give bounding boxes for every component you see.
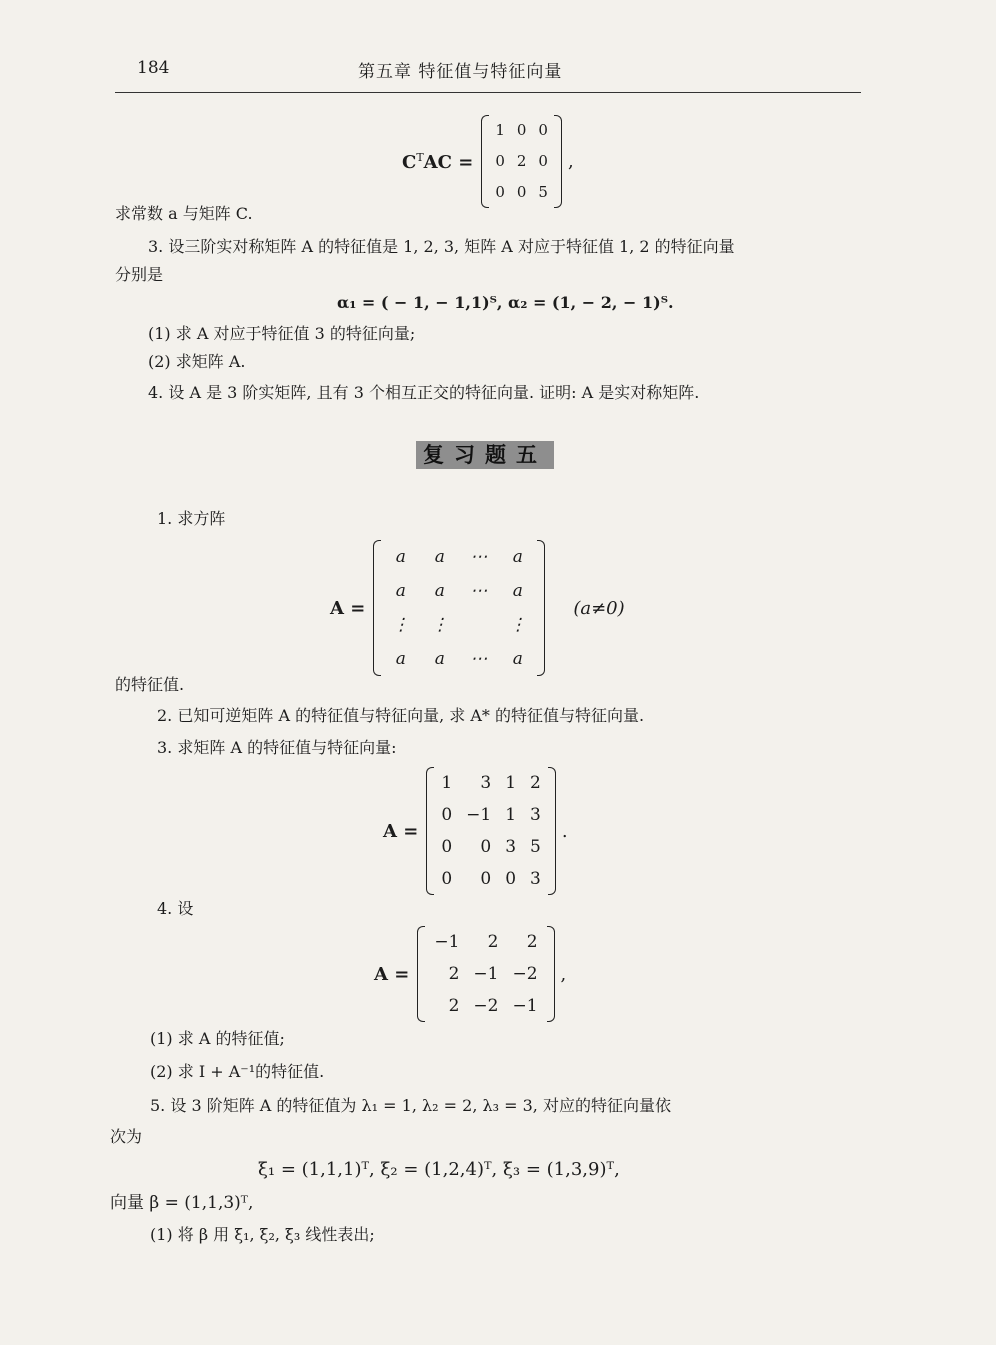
review-q4-sub-2: (2) 求 I + A⁻¹的特征值. xyxy=(150,1062,325,1081)
review-q1-matrix-cells: a a ⋯ a a a ⋯ a ⋮ ⋮ ⋮ a a ⋯ a xyxy=(392,547,527,669)
section-title: 复习题五 xyxy=(416,441,554,469)
find-a-and-c-text: 求常数 a 与矩阵 C. xyxy=(115,204,253,223)
review-q1-matrix xyxy=(373,540,545,676)
review-q2: 2. 已知可逆矩阵 A 的特征值与特征向量, 求 A* 的特征值与特征向量. xyxy=(157,706,645,725)
review-q3-matrix xyxy=(426,767,556,895)
review-q5-line-2: 次为 xyxy=(110,1127,143,1146)
page-number: 184 xyxy=(137,58,170,78)
chapter-title: 第五章 特征值与特征向量 xyxy=(358,62,563,82)
problem-3-formula: α₁ = ( − 1, − 1,1)ᵀ, α₂ = (1, − 2, − 1)ᵀ. xyxy=(337,293,674,312)
review-q1-intro: 1. 求方阵 xyxy=(157,509,226,528)
problem-3-sub-1: (1) 求 A 对应于特征值 3 的特征向量; xyxy=(148,324,416,343)
review-q4-matrix xyxy=(417,926,554,1022)
review-q3-intro: 3. 求矩阵 A 的特征值与特征向量: xyxy=(157,738,397,757)
matrix-lhs: A = xyxy=(374,963,410,985)
problem-4: 4. 设 A 是 3 阶实矩阵, 且有 3 个相互正交的特征向量. 证明: A 是实对称矩阵. xyxy=(148,383,700,402)
matrix-lhs: A = xyxy=(330,597,366,619)
review-q1-end: 的特征值. xyxy=(115,675,185,694)
review-q4-sub-1: (1) 求 A 的特征值; xyxy=(150,1029,285,1048)
review-q5-line-1: 5. 设 3 阶矩阵 A 的特征值为 λ₁ = 1, λ₂ = 2, λ₃ = 3, 对应的特征向量依 xyxy=(150,1096,671,1115)
review-q4-intro: 4. 设 xyxy=(157,899,194,918)
problem-3-line-2: 分别是 xyxy=(115,265,164,284)
matrix-lhs: $C^TAC$ = xyxy=(402,150,474,173)
problem-3-sub-2: (2) 求矩阵 A. xyxy=(148,352,246,371)
q1-condition: (a≠0) xyxy=(573,597,625,619)
review-q4-matrix-cells: −1 2 2 2 −1 −2 2 −2 −1 xyxy=(434,932,538,1016)
review-q3-matrix-equation: A = 1 3 1 2 0 −1 1 3 0 0 3 5 0 0 0 3 . xyxy=(383,767,568,895)
ctac-matrix-cells: 1 0 0 0 2 0 0 0 5 xyxy=(495,121,548,201)
matrix-lhs: A = xyxy=(383,820,419,842)
review-q5-beta: 向量 β = (1,1,3)ᵀ, xyxy=(110,1193,254,1213)
review-q1-matrix-equation xyxy=(330,540,625,676)
ctac-matrix-equation: $C^TAC$ = 1 0 0 0 2 0 0 0 5 , xyxy=(402,115,574,208)
problem-3-line-1: 3. 设三阶实对称矩阵 A 的特征值是 1, 2, 3, 矩阵 A 对应于特征值 1, 2 的特征向量 xyxy=(148,237,735,256)
review-q4-matrix-equation: A = −1 2 2 2 −1 −2 2 −2 −1 , xyxy=(374,926,566,1022)
review-q5-sub-1: (1) 将 β 用 ξ₁, ξ₂, ξ₃ 线性表出; xyxy=(150,1225,375,1244)
review-q5-formula: ξ₁ = (1,1,1)ᵀ, ξ₂ = (1,2,4)ᵀ, ξ₃ = (1,3,9)ᵀ, xyxy=(258,1159,620,1180)
review-q3-matrix-cells: 1 3 1 2 0 −1 1 3 0 0 3 5 0 0 0 3 xyxy=(441,773,541,889)
ctac-matrix xyxy=(481,115,562,208)
header-rule xyxy=(115,92,861,93)
